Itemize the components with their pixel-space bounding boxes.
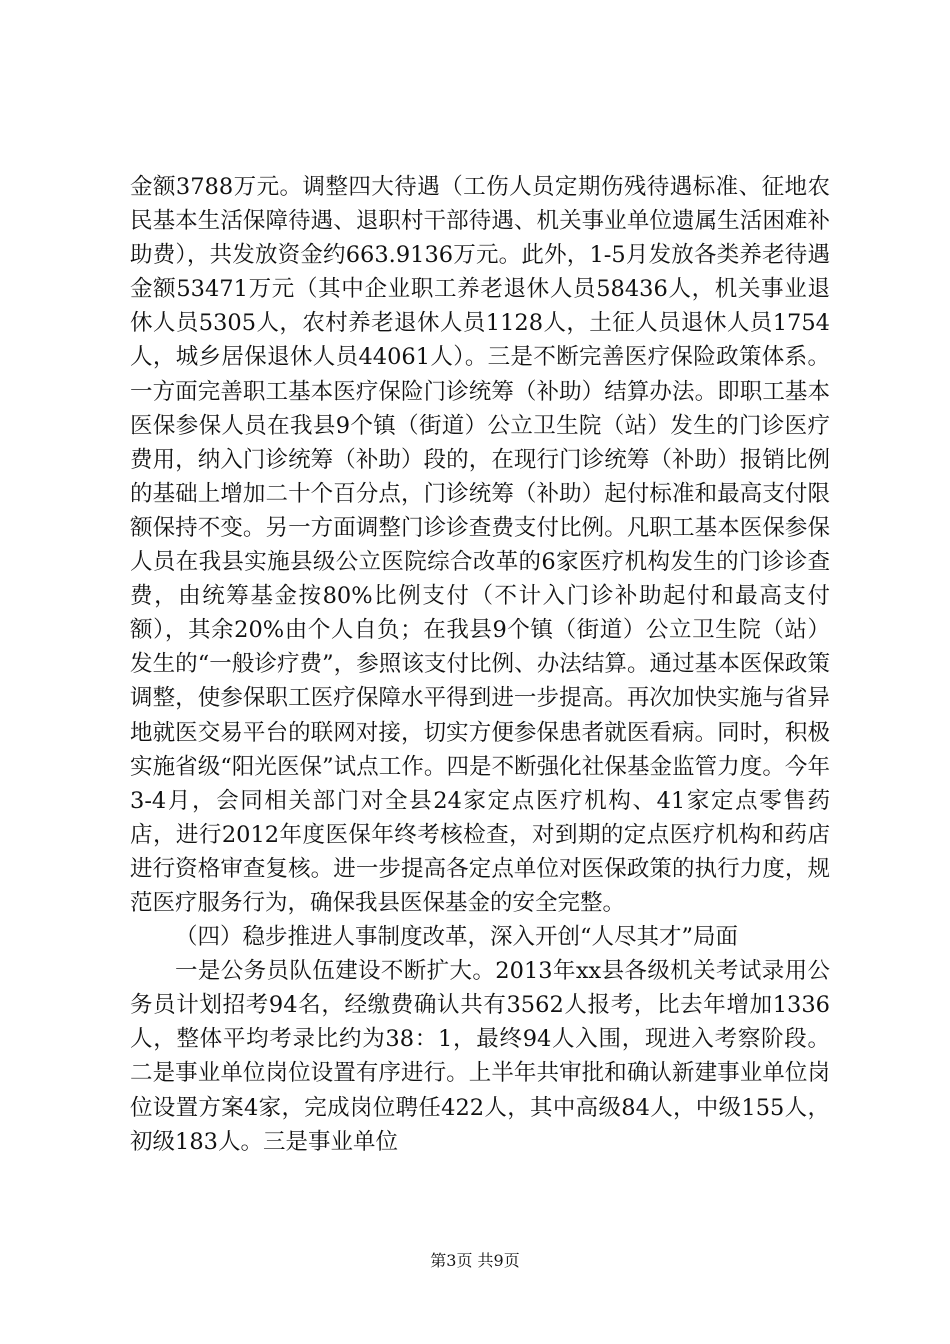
paragraph-civil-servants: 一是公务员队伍建设不断扩大。2013年xx县各级机关考试录用公务员计划招考94名，经缴费确认共有3562人报考，比去年增加1336人，整体平均考录比约为38：1，最终94人入围，现进入考察阶段。二是事业单位岗位设置有序进行。上半年共审批和确认新建事业单位岗位设置方案4家，完成岗位聘任422人，其中高级84人，中级155人，初级183人。三是事业单位: [130, 958, 830, 1155]
section-heading-personnel-reform: （四）稳步推进人事制度改革，深入开创“人尽其才”局面: [175, 924, 739, 951]
paragraph-medical-insurance: 金额3788万元。调整四大待遇（工伤人员定期伤残待遇标准、征地农民基本生活保障待遇、退职村干部待遇、机关事业单位遗属生活困难补助费），共发放资金约663.9136万元。此外，1-5月发放各类养老待遇金额53471万元（其中企业职工养老退休人员58436人，机关事业退休人员5305人，农村养老退休人员1128人，土征人员退休人员1754人，城乡居保退休人员44061人）。三是不断完善医疗保险政策体系。一方面完善职工基本医疗保险门诊统筹（补助）结算办法。即职工基本医保参保人员在我县9个镇（街道）公立卫生院（站）发生的门诊医疗费用，纳入门诊统筹（补助）段的，在现行门诊统筹（补助）报销比例的基础上增加二十个百分点，门诊统筹（补助）起付标准和最高支付限额保持不变。另一方面调整门诊诊查费支付比例。凡职工基本医保参保人员在我县实施县级公立医院综合改革的6家医疗机构发生的门诊诊查费，由统筹基金按80%比例支付（不计入门诊补助起付和最高支付额），其余20%由个人自负；在我县9个镇（街道）公立卫生院（站）发生的“一般诊疗费”，参照该支付比例、办法结算。通过基本医保政策调整，使参保职工医疗保障水平得到进一步提高。再次加快实施与省异地就医交易平台的联网对接，切实方便参保患者就医看病。同时，积极实施省级“阳光医保”试点工作。四是不断强化社保基金监管力度。今年3-4月，会同相关部门对全县24家定点医疗机构、41家定点零售药店，进行2012年度医保年终考核检查，对到期的定点医疗机构和药店进行资格审查复核。进一步提高各定点单位对医保政策的执行力度，规范医疗服务行为，确保我县医保基金的安全完整。: [130, 174, 830, 916]
page-number-footer: 第3页 共9页: [430, 1251, 520, 1270]
document-body: [130, 170, 830, 1159]
